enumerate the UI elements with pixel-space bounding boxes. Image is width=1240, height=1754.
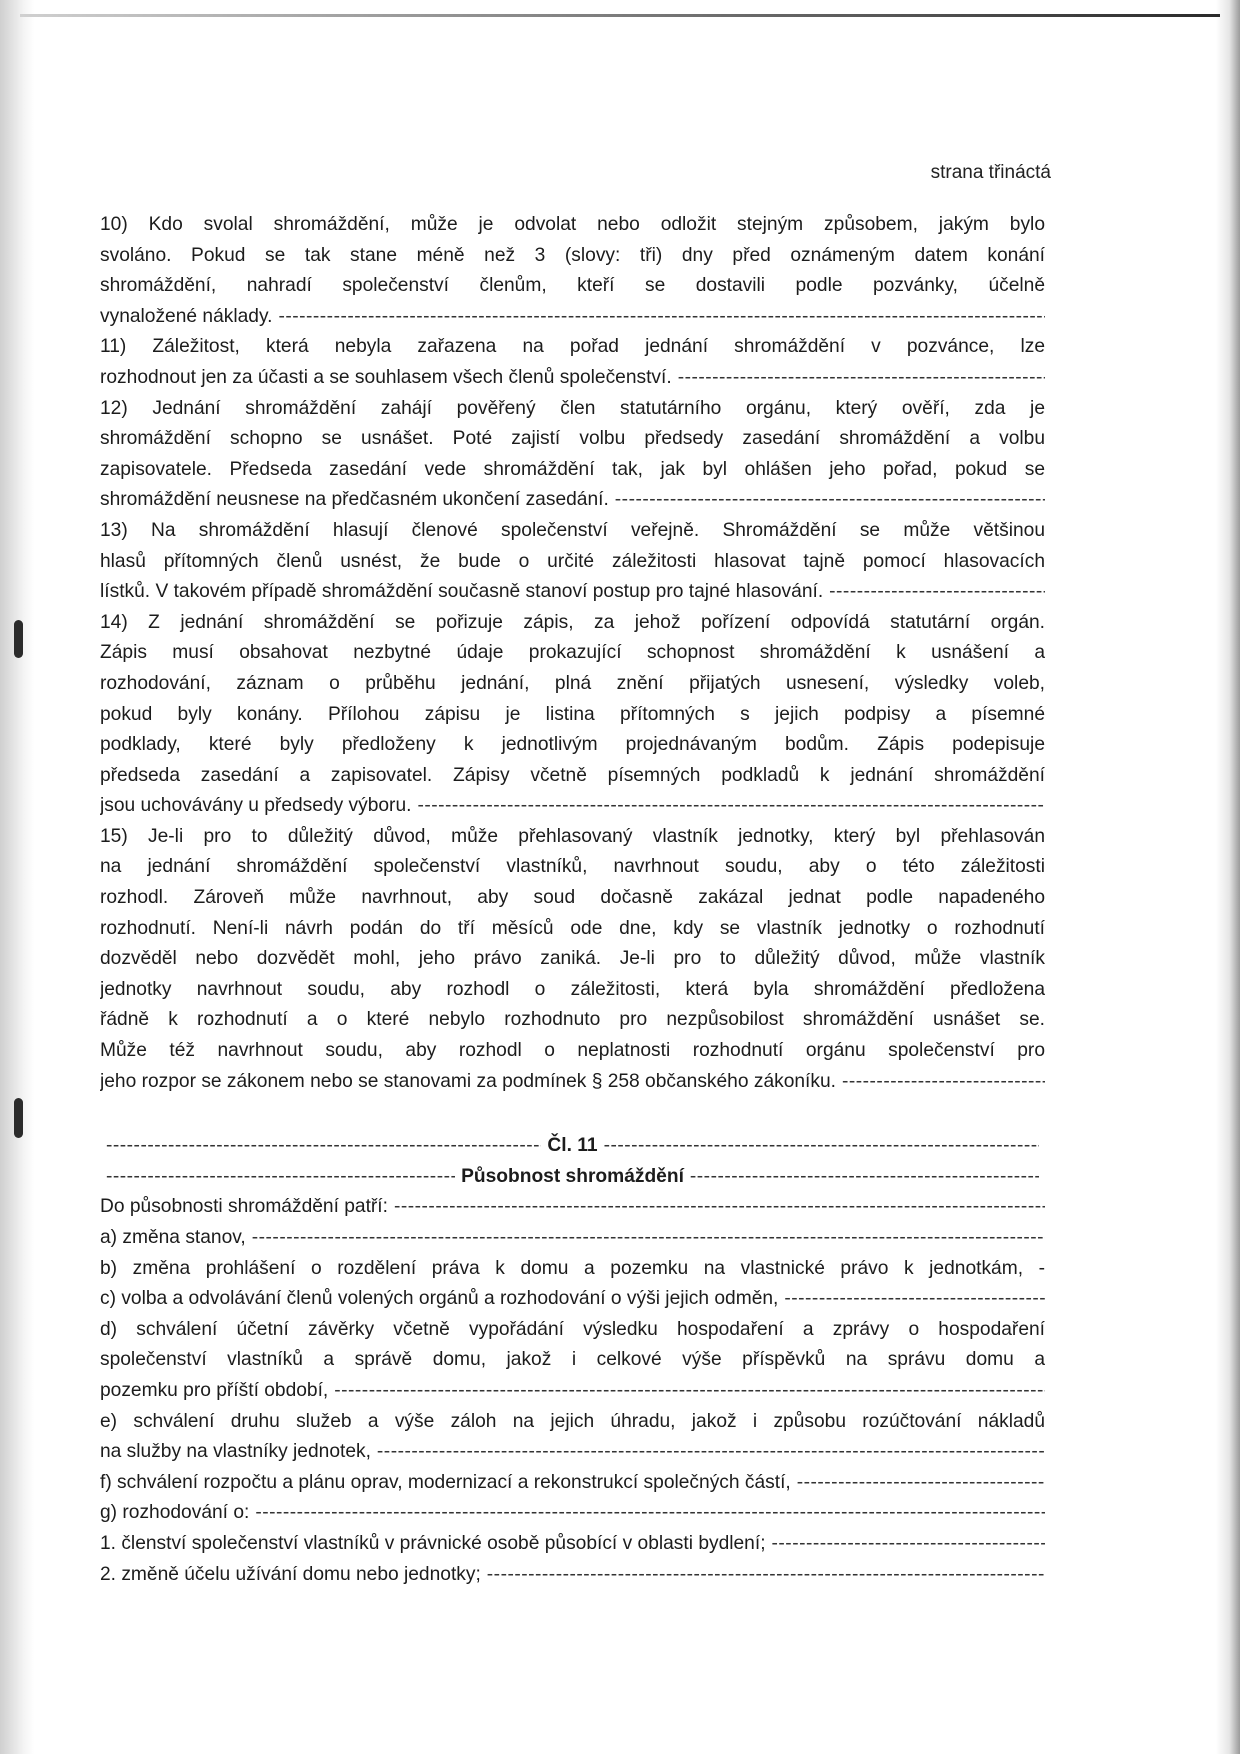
text-line-content: vynaložené náklady. bbox=[100, 305, 273, 327]
text-line: hlasů přítomných členů usnést, že bude o určité záležitosti hlasovat tajně pomocí hlasovacích bbox=[100, 550, 1045, 572]
text-line-content: c) volba a odvolávání členů volených orgánů a rozhodování o výši jejich odměn, bbox=[100, 1288, 779, 1310]
text-line bbox=[100, 577, 1045, 608]
text-line bbox=[100, 1067, 1045, 1098]
punch-hole-mark bbox=[14, 620, 23, 658]
dash-filler bbox=[842, 1067, 1045, 1098]
paragraph-14 bbox=[100, 608, 1045, 822]
dash-filler bbox=[106, 1162, 455, 1193]
text-line-content: g) rozhodování o: bbox=[100, 1502, 250, 1524]
list-item bbox=[100, 1498, 1045, 1529]
dash-filler bbox=[278, 302, 1045, 333]
text-line: shromáždění schopno se usnášet. Poté zajistí volbu předsedy zasedání shromáždění a volbu bbox=[100, 428, 1045, 450]
dash-filler bbox=[252, 1223, 1045, 1254]
text-line-content: pozemku pro příští období, bbox=[100, 1379, 329, 1401]
dash-filler bbox=[334, 1376, 1045, 1407]
text-line-content: a) změna stanov, bbox=[100, 1227, 246, 1248]
list-subitem bbox=[100, 1560, 1045, 1591]
text-line: na jednání shromáždění společenství vlastníků, navrhnout soudu, aby o této záležitosti bbox=[100, 856, 1045, 878]
article-title: Působnost shromáždění bbox=[461, 1165, 684, 1187]
spacer bbox=[100, 1097, 1045, 1131]
article-number-heading bbox=[100, 1131, 1045, 1162]
dash-filler bbox=[394, 1192, 1045, 1223]
paragraph-13 bbox=[100, 516, 1045, 608]
competence-list bbox=[100, 1192, 1045, 1590]
dash-filler bbox=[784, 1284, 1045, 1315]
scan-shadow-left bbox=[0, 0, 34, 1754]
text-line bbox=[100, 485, 1045, 516]
text-line bbox=[100, 302, 1045, 333]
text-line-content: f) schválení rozpočtu a plánu oprav, modernizací a rekonstrukcí společných částí, bbox=[100, 1471, 791, 1493]
text-line: pokud byly konány. Přílohou zápisu je listina přítomných s jejich podpisy a písemné bbox=[100, 703, 1045, 725]
list-item bbox=[100, 1223, 1045, 1254]
paragraph-12 bbox=[100, 394, 1045, 516]
list-item: e) schválení druhu služeb a výše záloh na jejich úhradu, jakož i způsobu rozúčtování nákladů bbox=[100, 1410, 1045, 1432]
text-line bbox=[100, 791, 1045, 822]
scan-top-edge bbox=[20, 14, 1220, 17]
text-line: 11) Záležitost, která nebyla zařazena na pořad jednání shromáždění v pozvánce, lze bbox=[100, 336, 1045, 358]
text-line: rozhodnutí. Není-li návrh podán do tří měsíců ode dne, kdy se vlastník jednotky o rozhodnutí bbox=[100, 917, 1045, 939]
text-line-content: rozhodnout jen za účasti a se souhlasem všech členů společenství. bbox=[100, 366, 672, 388]
text-line: rozhodování, záznam o průběhu jednání, plná znění přijatých usnesení, výsledky voleb, bbox=[100, 672, 1045, 694]
dash-filler bbox=[106, 1131, 541, 1162]
article-title-heading bbox=[100, 1162, 1045, 1193]
text-line: jednotky navrhnout soudu, aby rozhodl o záležitosti, která byla shromáždění předložena bbox=[100, 978, 1045, 1000]
dash-filler bbox=[377, 1437, 1045, 1468]
text-line: shromáždění, nahradí společenství členům, kteří se dostavili podle pozvánky, účelně bbox=[100, 275, 1045, 297]
text-line: zapisovatele. Předseda zasedání vede shromáždění tak, jak byl ohlášen jeho pořad, pokud se bbox=[100, 458, 1045, 480]
list-subitem bbox=[100, 1529, 1045, 1560]
list-item bbox=[100, 1437, 1045, 1468]
text-line bbox=[100, 363, 1045, 394]
paragraph-11 bbox=[100, 332, 1045, 393]
text-line-content: 1. členství společenství vlastníků v právnické osobě působící v oblasti bydlení; bbox=[100, 1532, 766, 1554]
dash-filler bbox=[678, 363, 1045, 394]
dash-filler bbox=[604, 1131, 1039, 1162]
dash-filler bbox=[417, 791, 1045, 822]
text-line-content: jeho rozpor se zákonem nebo se stanovami za podmínek § 258 občanského zákoníku. bbox=[100, 1070, 836, 1092]
text-line-content: lístků. V takovém případě shromáždění současně stanoví postup pro tajné hlasování. bbox=[100, 581, 824, 603]
list-item bbox=[100, 1376, 1045, 1407]
list-item bbox=[100, 1468, 1045, 1499]
text-line: 14) Z jednání shromáždění se pořizuje zápis, za jehož pořízení odpovídá statutární orgán. bbox=[100, 611, 1045, 633]
text-line: 10) Kdo svolal shromáždění, může je odvolat nebo odložit stejným způsobem, jakým bylo bbox=[100, 214, 1045, 235]
text-line: 12) Jednání shromáždění zahájí pověřený člen statutárního orgánu, který ověří, zda je bbox=[100, 397, 1045, 419]
text-line: Může též navrhnout soudu, aby rozhodl o neplatnosti rozhodnutí orgánu společenství pro bbox=[100, 1040, 1045, 1062]
text-line-content: Do působnosti shromáždění patří: bbox=[100, 1196, 388, 1218]
text-line: dozvěděl nebo dozvědět mohl, jeho právo zaniká. Je-li pro to důležitý důvod, může vlastník bbox=[100, 948, 1045, 970]
text-line: 13) Na shromáždění hlasují členové společenství veřejně. Shromáždění se může většinou bbox=[100, 519, 1045, 541]
text-line: 15) Je-li pro to důležitý důvod, může přehlasovaný vlastník jednotky, který byl přehlasován bbox=[100, 825, 1045, 847]
list-item: společenství vlastníků a správě domu, jakož i celkové výše příspěvků na správu domu a bbox=[100, 1349, 1045, 1371]
text-line: rozhodl. Zároveň může navrhnout, aby soud dočasně zakázal jednat podle napadeného bbox=[100, 887, 1045, 909]
text-line: podklady, které byly předloženy k jednotlivým projednávaným bodům. Zápis podepisuje bbox=[100, 734, 1045, 756]
dash-filler bbox=[797, 1468, 1045, 1499]
dash-filler bbox=[829, 577, 1045, 608]
document-body bbox=[100, 210, 1045, 1590]
text-line-content: na služby na vlastníky jednotek, bbox=[100, 1441, 371, 1463]
text-line: Zápis musí obsahovat nezbytné údaje prokazující schopnost shromáždění k usnášení a bbox=[100, 642, 1045, 664]
list-item bbox=[100, 1284, 1045, 1315]
dash-filler bbox=[487, 1560, 1045, 1591]
article-number: Čl. 11 bbox=[547, 1135, 598, 1157]
paragraph-15 bbox=[100, 822, 1045, 1097]
list-intro bbox=[100, 1192, 1045, 1223]
text-line-content: 2. změně účelu užívání domu nebo jednotky; bbox=[100, 1563, 481, 1585]
list-item: d) schválení účetní závěrky včetně vypořádání výsledku hospodaření a zprávy o hospodaření bbox=[100, 1318, 1045, 1340]
page-number-label: strana třináctá bbox=[930, 162, 1051, 183]
dash-filler bbox=[772, 1529, 1045, 1560]
paragraph-10 bbox=[100, 210, 1045, 332]
text-line: předseda zasedání a zapisovatel. Zápisy včetně písemných podkladů k jednání shromáždění bbox=[100, 764, 1045, 786]
dash-filler bbox=[255, 1498, 1045, 1529]
punch-hole-mark bbox=[14, 1098, 23, 1138]
text-line-content: shromáždění neusnese na předčasném ukončení zasedání. bbox=[100, 489, 609, 511]
text-line: řádně k rozhodnutí a o které nebylo rozhodnuto pro nezpůsobilost shromáždění usnášet se. bbox=[100, 1009, 1045, 1031]
scan-edge-right bbox=[1216, 0, 1240, 1754]
list-item: b) změna prohlášení o rozdělení práva k domu a pozemku na vlastnické právo k jednotkám, - bbox=[100, 1257, 1045, 1279]
dash-filler bbox=[690, 1162, 1039, 1193]
text-line-content: jsou uchovávány u předsedy výboru. bbox=[100, 795, 412, 817]
text-line: svoláno. Pokud se tak stane méně než 3 (slovy: tři) dny před oznámeným datem konání bbox=[100, 244, 1045, 266]
dash-filler bbox=[615, 485, 1045, 516]
